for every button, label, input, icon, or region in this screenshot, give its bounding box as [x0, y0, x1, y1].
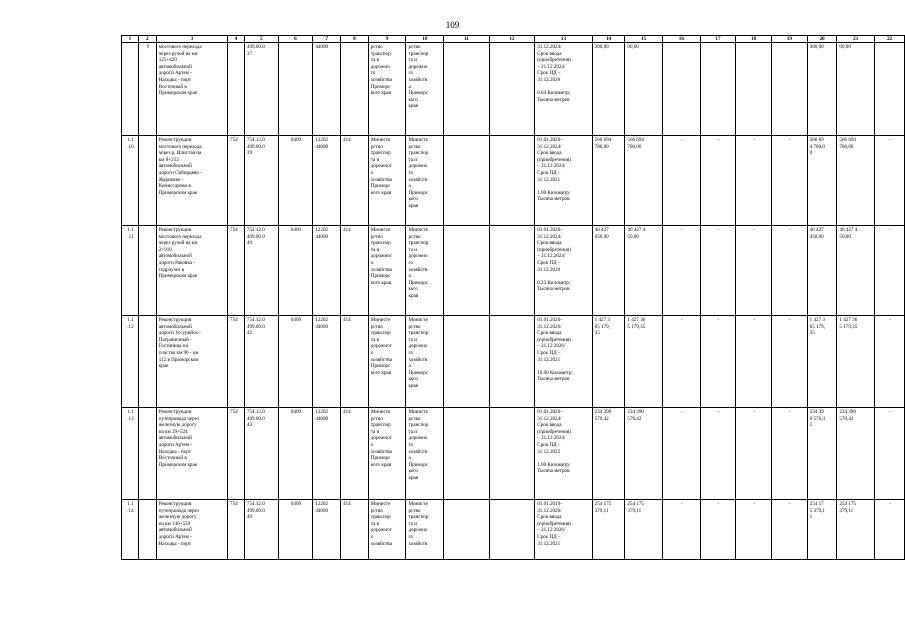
table-row [122, 316, 905, 408]
amount-cell: - [736, 136, 772, 226]
amount-cell [875, 43, 905, 136]
section-code: 0409 [278, 500, 313, 560]
empty-cell [444, 316, 490, 408]
amount-cell: 40 427 4 50,00 [837, 226, 875, 316]
developer-cell: Министе рство транспор та и дорожно го хозяйств а Приморс кого края [406, 408, 444, 500]
schedule-cell: 01.01.2019– 31.12.2026/ Срок ввода (приобретения) – 31.12.2026/ Срок ПД – 31.12.2021 [535, 500, 592, 560]
ministry-code: 754 [228, 136, 245, 226]
amount-cell: 254 175 379,11 [625, 500, 663, 560]
column-header: 11 [444, 36, 490, 43]
amount-cell: 00,00 [625, 43, 663, 136]
section-code: 0409 [278, 408, 313, 500]
column-header: 6 [278, 36, 313, 43]
table-row [122, 136, 905, 226]
row-subnumber [138, 500, 156, 560]
table-row [122, 43, 905, 136]
target-code: 12202 44000 [313, 226, 341, 316]
section-code: 0409 [278, 316, 313, 408]
column-header: 16 [663, 36, 701, 43]
amount-cell: 40 427 4 50,00 [625, 226, 663, 316]
customer-cell: Министе рство транспор та и дорожног о хозяйства Приморс кого края [368, 316, 406, 408]
column-header: 3 [156, 36, 227, 43]
target-code: 44000 [313, 43, 341, 136]
amount-cell: - [772, 316, 808, 408]
empty-cell [444, 43, 490, 136]
empty-cell [489, 316, 535, 408]
amount-cell: 566 694 780,00 [625, 136, 663, 226]
column-header: 9 [368, 36, 406, 43]
amount-cell: 234 390 570,42 [592, 408, 625, 500]
amount-cell: 1 427 3 65 179, 35 [592, 316, 625, 408]
row-number: 1.1 .10 [122, 136, 139, 226]
ministry-code: 754 [228, 408, 245, 500]
schedule-cell: 01.01.2020– 31.12.2026/ Срок ввода (приобретения) – 31.12.2026/ Срок ПД – 31.12.2021 16.00 Километр; Тысяча метров [535, 316, 592, 408]
amount-cell: - [663, 136, 701, 226]
object-name: Реконструкция мостового перехода через р. Илистая на км 8+212 автомобильной дороги Сибирцево - Жариково - Комиссарово в Приморском крае [156, 136, 227, 226]
amount-cell: - [772, 136, 808, 226]
row-subnumber [138, 136, 156, 226]
column-header: 14 [592, 36, 625, 43]
developer-cell: Министе рство транспор та и дорожно го хозяйств а Приморс кого края [406, 136, 444, 226]
developer-cell: Министе рство транспор та и дорожно го хозяйств а Приморс кого края [406, 316, 444, 408]
amount-cell: 1 427 3 65 179, 35 [807, 316, 837, 408]
object-name: мостового перехода через ручей на км 125+420 автомобильной дороги Артем - Находка - порт Восточный в Приморском крае [156, 43, 227, 136]
row-subnumber [138, 316, 156, 408]
ministry-code: 754 [228, 316, 245, 408]
column-header: 13 [535, 36, 592, 43]
amount-cell: 234 390 570,42 [837, 408, 875, 500]
object-code: 754.12.0 409.00.0 49 [244, 500, 278, 560]
table-row [122, 408, 905, 500]
developer-cell: Министе рство транспор та и дорожно го хозяйств а Приморс кого края [406, 226, 444, 316]
column-header: 7 [313, 36, 341, 43]
target-code: 12202 44000 [313, 500, 341, 560]
amount-cell: 00,00 [837, 43, 875, 136]
amount-cell [663, 43, 701, 136]
column-header: 12 [489, 36, 535, 43]
amount-cell: - [700, 316, 736, 408]
object-name: Реконструкция путепровода через железную дорогу на км 39+524 автомобильной дороги Артем - Находка - порт Восточный в Приморском крае [156, 408, 227, 500]
amount-cell: 234 390 570,42 [625, 408, 663, 500]
amount-cell: 234 39 0 570,4 2 [807, 408, 837, 500]
investment-table [121, 35, 905, 560]
expense-code: 414 [341, 500, 369, 560]
object-name: Реконструкция путепровода через железную дорогу на км 146+550 автомобильной дороги Артем - Находка - порт [156, 500, 227, 560]
column-header: 10 [406, 36, 444, 43]
target-code: 12202 44000 [313, 408, 341, 500]
amount-cell: - [736, 316, 772, 408]
row-subnumber [138, 226, 156, 316]
target-code: 12202 44000 [313, 316, 341, 408]
table-row [122, 500, 905, 560]
column-header: 2 [138, 36, 156, 43]
row-number: 1.1 .13 [122, 408, 139, 500]
amount-cell [772, 43, 808, 136]
amount-cell: 40 427 450,00 [807, 226, 837, 316]
ministry-code: 754 [228, 500, 245, 560]
column-header: 1 [122, 36, 139, 43]
object-code: 409.00.0 37 [244, 43, 278, 136]
expense-code: 414 [341, 136, 369, 226]
customer-cell: Министе рство транспор та и дорожног о хозяйства Приморс кого края [368, 408, 406, 500]
expense-code [341, 43, 369, 136]
empty-cell [489, 43, 535, 136]
empty-cell [489, 408, 535, 500]
column-header: 17 [700, 36, 736, 43]
schedule-cell: 01.01.2020– 31.12.2024/ Срок ввода (приобретения) – 31.12.2024/ Срок ПД – 31.12.2022 1.00 Километр; Тысяча метров [535, 408, 592, 500]
column-header: 5 [244, 36, 278, 43]
schedule-cell: 31.12.2024/ Срок ввода (приобретения) – 31.12.2024/ Срок ПД – 31.12.2020 0.64 Километр; Тысяча метров [535, 43, 592, 136]
amount-cell: - [663, 408, 701, 500]
amount-cell: 566 694 780,00 [592, 136, 625, 226]
row-number: 1.1 .12 [122, 316, 139, 408]
schedule-cell: 01.01.2020– 31.12.2024/ Срок ввода (приобретения) – 31.12.2024/ Срок ПД – 31.12.2021 1.00 Километр; Тысяча метров [535, 136, 592, 226]
amount-cell: - [875, 408, 905, 500]
amount-cell: 300,00 [807, 43, 837, 136]
amount-cell: 40 427 450,00 [592, 226, 625, 316]
amount-cell: - [772, 500, 808, 560]
amount-cell: - [875, 316, 905, 408]
object-code: 754.12.0 409.00.0 40 [244, 226, 278, 316]
schedule-cell: 01.01.2020– 31.12.2024/ Срок ввода (приобретения) – 31.12.2024/ Срок ПД – 31.12.2020 0.23 Километр; Тысяча метров [535, 226, 592, 316]
amount-cell: 254 17 5 379,1 1 [807, 500, 837, 560]
amount-cell: 254 175 379,11 [592, 500, 625, 560]
amount-cell: - [772, 408, 808, 500]
amount-cell: 1 427 36 5 179,35 [625, 316, 663, 408]
row-subnumber [138, 408, 156, 500]
amount-cell: - [663, 226, 701, 316]
amount-cell: 1 427 36 5 179,35 [837, 316, 875, 408]
column-header: 21 [837, 36, 875, 43]
section-code: 0409 [278, 226, 313, 316]
amount-cell: - [875, 500, 905, 560]
column-header: 22 [875, 36, 905, 43]
column-header: 19 [772, 36, 808, 43]
amount-cell: - [700, 136, 736, 226]
amount-cell [700, 43, 736, 136]
empty-cell [444, 500, 490, 560]
amount-cell: - [736, 408, 772, 500]
customer-cell: Министе рство транспор та и дорожног о хозяйства [368, 500, 406, 560]
row-number: 1.1 .14 [122, 500, 139, 560]
empty-cell [489, 226, 535, 316]
section-code [278, 43, 313, 136]
amount-cell: 254 175 379,11 [837, 500, 875, 560]
amount-cell: 566 69 4 780,0 0 [807, 136, 837, 226]
amount-cell: - [663, 316, 701, 408]
ministry-code: 754 [228, 226, 245, 316]
column-header: 8 [341, 36, 369, 43]
developer-cell: Министе рство транспор та и дорожно го хозяйств [406, 500, 444, 560]
empty-cell [444, 136, 490, 226]
object-code: 754.12.0 409.00.0 39 [244, 136, 278, 226]
empty-cell [489, 500, 535, 560]
amount-cell: 566 694 780,00 [837, 136, 875, 226]
column-header: 15 [625, 36, 663, 43]
column-header: 4 [228, 36, 245, 43]
column-header: 18 [736, 36, 772, 43]
customer-cell: Министе рство транспор та и дорожног о хозяйства Приморс кого края [368, 226, 406, 316]
amount-cell: - [772, 226, 808, 316]
empty-cell [444, 226, 490, 316]
expense-code: 414 [341, 226, 369, 316]
object-name: Реконструкция мостового перехода через ручей на км 2+910 автомобильной дороги Раковка - гидроузел в Приморском крае [156, 226, 227, 316]
expense-code: 414 [341, 408, 369, 500]
empty-cell [444, 408, 490, 500]
amount-cell: - [700, 226, 736, 316]
empty-cell [489, 136, 535, 226]
table-row [122, 226, 905, 316]
row-subnumber: 9 [138, 43, 156, 136]
amount-cell: - [736, 500, 772, 560]
object-code: 754.12.0 409.00.0 43 [244, 408, 278, 500]
target-code: 12202 44000 [313, 136, 341, 226]
amount-cell [736, 43, 772, 136]
amount-cell: 300,00 [592, 43, 625, 136]
column-header: 20 [807, 36, 837, 43]
customer-cell: Министе рство транспор та и дорожног о хозяйства Приморс кого края [368, 136, 406, 226]
amount-cell: - [700, 500, 736, 560]
ministry-code [228, 43, 245, 136]
section-code: 0409 [278, 136, 313, 226]
amount-cell: - [875, 136, 905, 226]
amount-cell: - [663, 500, 701, 560]
page-number: 109 [445, 20, 460, 30]
developer-cell: рство транспор та и дорожно го хозяйств а Приморс кого края [406, 43, 444, 136]
row-number: 1.1 .11 [122, 226, 139, 316]
amount-cell: - [700, 408, 736, 500]
object-name: Реконструкция автомобильной дороги Уссурийск - Пограничный - Гостиница на участке км 96 - км 112 в Приморском крае [156, 316, 227, 408]
customer-cell: рство транспор та и дорожно го хозяйства Приморс кого края [368, 43, 406, 136]
row-number [122, 43, 139, 136]
amount-cell: - [875, 226, 905, 316]
column-number-row [122, 36, 905, 43]
expense-code: 414 [341, 316, 369, 408]
object-code: 754.12.0 409.00.0 42 [244, 316, 278, 408]
amount-cell: - [736, 226, 772, 316]
